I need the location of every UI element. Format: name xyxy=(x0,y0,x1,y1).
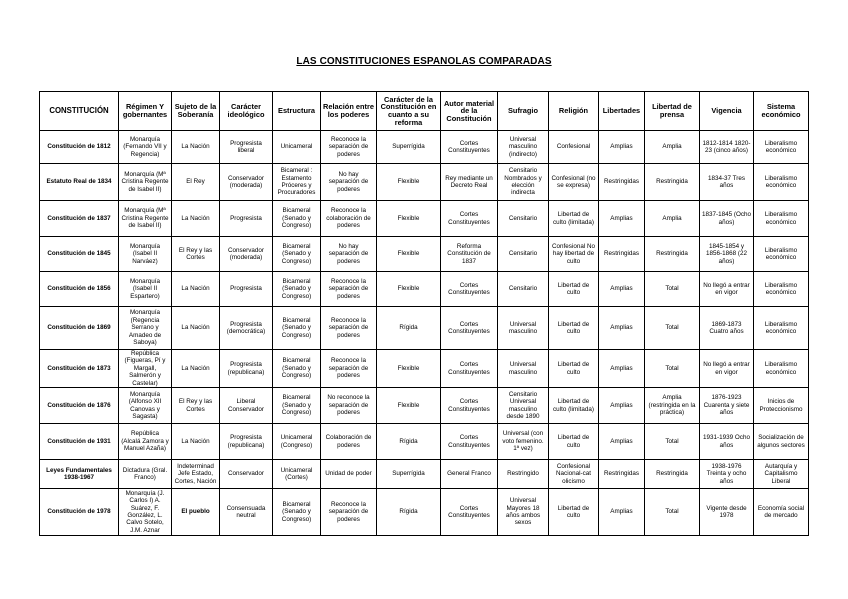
table-cell: Economía social de mercado xyxy=(754,489,809,536)
table-cell: Bicameral (Senado y Congreso) xyxy=(273,489,321,536)
table-cell: 1938-1976 Treinta y ocho años xyxy=(700,460,754,489)
constitution-name-cell: Constitución de 1876 xyxy=(40,388,119,424)
table-cell: Reconoce la separación de poderes xyxy=(321,489,377,536)
table-cell: Superrígida xyxy=(377,131,441,164)
table-cell: Cortes Constituyentes xyxy=(441,307,498,350)
table-cell: Inicios de Proteccionismo xyxy=(754,388,809,424)
column-header: Estructura xyxy=(273,92,321,131)
table-cell: Libertad de culto (limitada) xyxy=(549,388,599,424)
table-cell: Progresista xyxy=(220,201,273,237)
column-header: Carácter de la Constitución en cuanto a su reforma xyxy=(377,92,441,131)
table-cell: Cortes Constituyentes xyxy=(441,388,498,424)
column-header: Vigencia xyxy=(700,92,754,131)
header-row xyxy=(40,92,809,131)
column-header: Sistema económico xyxy=(754,92,809,131)
table-cell: Bicameral : Estamento Próceres y Procuradores xyxy=(273,164,321,201)
constitution-name-cell: Leyes Fundamentales 1938-1967 xyxy=(40,460,119,489)
table-cell: Flexible xyxy=(377,237,441,272)
table-row xyxy=(40,237,809,272)
table-cell: Liberalismo económico xyxy=(754,272,809,307)
table-cell: Bicameral (Senado y Congreso) xyxy=(273,350,321,388)
column-header: Libertades xyxy=(599,92,645,131)
table-cell: Universal masculino xyxy=(498,350,549,388)
table-row xyxy=(40,489,809,536)
table-cell: Monarquía (Mª Cristina Regente de Isabel II) xyxy=(119,201,172,237)
table-cell: Monarquía (Isabel II Narváez) xyxy=(119,237,172,272)
table-cell: Restringida xyxy=(645,460,700,489)
table-cell: Confesional No hay libertad de culto xyxy=(549,237,599,272)
table-cell: Restringido xyxy=(498,460,549,489)
table-cell: Monarquía (Regencia Serrano y Amadeo de Saboya) xyxy=(119,307,172,350)
table-cell: Conservador (moderada) xyxy=(220,237,273,272)
table-cell: Rey mediante un Decreto Real xyxy=(441,164,498,201)
table-cell: Restringida xyxy=(645,237,700,272)
table-cell: Progresista (republicana) xyxy=(220,424,273,460)
table-cell: Amplias xyxy=(599,131,645,164)
table-cell: Unicameral xyxy=(273,131,321,164)
table-cell: Liberalismo económico xyxy=(754,307,809,350)
table-cell: Total xyxy=(645,350,700,388)
table-cell: Cortes Constituyentes xyxy=(441,131,498,164)
table-cell: Libertad de culto xyxy=(549,489,599,536)
table-cell: Flexible xyxy=(377,350,441,388)
table-cell: Reconoce la colaboración de poderes xyxy=(321,201,377,237)
table-cell: 1869-1873 Cuatro años xyxy=(700,307,754,350)
table-cell: Conservador xyxy=(220,460,273,489)
table-cell: Bicameral (Senado y Congreso) xyxy=(273,237,321,272)
table-cell: Unicameral (Congreso) xyxy=(273,424,321,460)
table-cell: Cortes Constituyentes xyxy=(441,489,498,536)
table-cell: Amplias xyxy=(599,307,645,350)
table-cell: Libertad de culto xyxy=(549,350,599,388)
table-cell: La Nación xyxy=(172,307,220,350)
constitutions-table xyxy=(39,91,809,536)
table-cell: Liberalismo económico xyxy=(754,201,809,237)
table-cell: Amplias xyxy=(599,272,645,307)
table-cell: Confesional Nacional-cat olicismo xyxy=(549,460,599,489)
table-cell: Amplias xyxy=(599,350,645,388)
table-cell: Censitario xyxy=(498,272,549,307)
table-cell: Monarquía (Mª Cristina Regente de Isabel II) xyxy=(119,164,172,201)
table-cell: Censitario xyxy=(498,237,549,272)
table-cell: Bicameral (Senado y Congreso) xyxy=(273,272,321,307)
table-cell: Liberalismo económico xyxy=(754,131,809,164)
table-cell: Restringidas xyxy=(599,237,645,272)
table-cell: Progresista (republicana) xyxy=(220,350,273,388)
table-row xyxy=(40,307,809,350)
table-cell: República (Alcalá Zamora y Manuel Azaña) xyxy=(119,424,172,460)
table-cell: Reconoce la separación de poderes xyxy=(321,272,377,307)
table-cell: 1834-37 Tres años xyxy=(700,164,754,201)
table-cell: El Rey y las Cortes xyxy=(172,237,220,272)
table-cell: Liberalismo económico xyxy=(754,237,809,272)
column-header: Relación entre los poderes xyxy=(321,92,377,131)
table-row xyxy=(40,131,809,164)
table-cell: Unidad de poder xyxy=(321,460,377,489)
table-cell: Total xyxy=(645,272,700,307)
constitution-name-cell: Constitución de 1812 xyxy=(40,131,119,164)
table-cell: Rígida xyxy=(377,307,441,350)
table-cell: Consensuada neutral xyxy=(220,489,273,536)
table-cell: Progresista (democrática) xyxy=(220,307,273,350)
column-header: Sujeto de la Soberanía xyxy=(172,92,220,131)
table-cell: Bicameral (Senado y Congreso) xyxy=(273,201,321,237)
table-cell: No hay separación de poderes xyxy=(321,237,377,272)
table-cell: Bicameral (Senado y Congreso) xyxy=(273,307,321,350)
table-cell: Restringidas xyxy=(599,460,645,489)
table-cell: 1876-1923 Cuarenta y siete años xyxy=(700,388,754,424)
table-cell: Rígida xyxy=(377,424,441,460)
table-cell: Amplias xyxy=(599,424,645,460)
table-cell: Dictadura (Gral. Franco) xyxy=(119,460,172,489)
table-cell: Amplias xyxy=(599,201,645,237)
table-cell: Amplia xyxy=(645,131,700,164)
column-header: Autor material de la Constitución xyxy=(441,92,498,131)
constitution-name-cell: Constitución de 1869 xyxy=(40,307,119,350)
table-cell: República (Figueras, Pí y Margall, Salmerón y Castelar) xyxy=(119,350,172,388)
table-cell: Censitario Universal masculino desde 1890 xyxy=(498,388,549,424)
table-cell: Universal masculino (indirecto) xyxy=(498,131,549,164)
table-cell: Cortes Constituyentes xyxy=(441,424,498,460)
column-header: Libertad de prensa xyxy=(645,92,700,131)
table-cell: Libertad de culto xyxy=(549,424,599,460)
constitution-name-cell: Constitución de 1978 xyxy=(40,489,119,536)
table-cell: La Nación xyxy=(172,272,220,307)
constitution-name-cell: Constitución de 1873 xyxy=(40,350,119,388)
table-cell: Total xyxy=(645,307,700,350)
table-cell: Confesional xyxy=(549,131,599,164)
table-cell: El pueblo xyxy=(172,489,220,536)
table-cell: Cortes Constituyentes xyxy=(441,201,498,237)
table-cell: Confesional (no se expresa) xyxy=(549,164,599,201)
column-header: Carácter ideológico xyxy=(220,92,273,131)
table-cell: Reconoce la separación de poderes xyxy=(321,350,377,388)
column-header: CONSTITUCIÓN xyxy=(40,92,119,131)
table-cell: La Nación xyxy=(172,350,220,388)
table-cell: Bicameral (Senado y Congreso) xyxy=(273,388,321,424)
table-cell: Socialización de algunos sectores xyxy=(754,424,809,460)
constitution-name-cell: Constitución de 1931 xyxy=(40,424,119,460)
table-cell: Vigente desde 1978 xyxy=(700,489,754,536)
table-cell: 1837-1845 (Ocho años) xyxy=(700,201,754,237)
constitution-name-cell: Constitución de 1837 xyxy=(40,201,119,237)
table-cell: La Nación xyxy=(172,424,220,460)
column-header: Régimen Y gobernantes xyxy=(119,92,172,131)
table-row xyxy=(40,424,809,460)
table-cell: Rígida xyxy=(377,489,441,536)
table-cell: La Nación xyxy=(172,131,220,164)
table-cell: Monarquía (Fernando VII y Regencia) xyxy=(119,131,172,164)
table-cell: 1931-1939 Ocho años xyxy=(700,424,754,460)
table-cell: Cortes Constituyentes xyxy=(441,350,498,388)
table-row xyxy=(40,350,809,388)
table-cell: Amplias xyxy=(599,489,645,536)
table-cell: Libertad de culto xyxy=(549,307,599,350)
table-cell: Monarquía (Alfonso XII Canovas y Sagasta) xyxy=(119,388,172,424)
table-cell: El Rey xyxy=(172,164,220,201)
column-header: Religión xyxy=(549,92,599,131)
table-cell: Total xyxy=(645,489,700,536)
table-cell: Amplia xyxy=(645,201,700,237)
table-cell: Monarquía (Isabel II Espartero) xyxy=(119,272,172,307)
table-row xyxy=(40,164,809,201)
table-cell: Cortes Constituyentes xyxy=(441,272,498,307)
table-cell: Progresista liberal xyxy=(220,131,273,164)
table-cell: Amplia (restringida en la práctica) xyxy=(645,388,700,424)
table-cell: General Franco xyxy=(441,460,498,489)
table-cell: Flexible xyxy=(377,201,441,237)
table-cell: Restringida xyxy=(645,164,700,201)
table-row xyxy=(40,460,809,489)
table-cell: Colaboración de poderes xyxy=(321,424,377,460)
table-cell: El Rey y las Cortes xyxy=(172,388,220,424)
table-cell: Reconoce la separación de poderes xyxy=(321,307,377,350)
table-cell: Conservador (moderada) xyxy=(220,164,273,201)
table-cell: Restringidas xyxy=(599,164,645,201)
table-cell: Liberalismo económico xyxy=(754,350,809,388)
table-cell: No hay separación de poderes xyxy=(321,164,377,201)
table-cell: Liberal Conservador xyxy=(220,388,273,424)
table-cell: Universal (con voto femenino. 1ª vez) xyxy=(498,424,549,460)
table-cell: Universal Mayores 18 años ambos sexos xyxy=(498,489,549,536)
table-cell: 1845-1854 y 1856-1868 (22 años) xyxy=(700,237,754,272)
table-cell: 1812-1814 1820-23 (cinco años) xyxy=(700,131,754,164)
column-header: Sufragio xyxy=(498,92,549,131)
table-cell: Censitario Nombrados y elección indirecta xyxy=(498,164,549,201)
table-cell: No llegó a entrar en vigor xyxy=(700,350,754,388)
table-cell: Autarquía y Capitalismo Liberal xyxy=(754,460,809,489)
table-cell: Unicameral (Cortes) xyxy=(273,460,321,489)
table-cell: Indeterminad Jefe Estado, Cortes, Nación xyxy=(172,460,220,489)
table-body xyxy=(40,92,809,536)
table-cell: Progresista xyxy=(220,272,273,307)
table-cell: Libertad de culto (limitada) xyxy=(549,201,599,237)
table-cell: Liberalismo económico xyxy=(754,164,809,201)
table-cell: Flexible xyxy=(377,272,441,307)
constitution-name-cell: Constitución de 1856 xyxy=(40,272,119,307)
table-cell: No reconoce la separación de poderes xyxy=(321,388,377,424)
page-title: LAS CONSTITUCIONES ESPANOLAS COMPARADAS xyxy=(296,56,552,67)
constitution-name-cell: Estatuto Real de 1834 xyxy=(40,164,119,201)
table-cell: Total xyxy=(645,424,700,460)
constitution-name-cell: Constitución de 1845 xyxy=(40,237,119,272)
table-cell: La Nación xyxy=(172,201,220,237)
table-cell: Reforma Constitución de 1837 xyxy=(441,237,498,272)
table-row xyxy=(40,201,809,237)
table-cell: Reconoce la separación de poderes xyxy=(321,131,377,164)
table-cell: No llegó a entrar en vigor xyxy=(700,272,754,307)
table-cell: Superrígida xyxy=(377,460,441,489)
table-cell: Universal masculino xyxy=(498,307,549,350)
table-row xyxy=(40,388,809,424)
table-cell: Censitario xyxy=(498,201,549,237)
table-cell: Flexible xyxy=(377,164,441,201)
table-cell: Monarquía (J. Carlos I) A. Suárez, F. González, L. Calvo Sotelo, J.M. Aznar xyxy=(119,489,172,536)
table-cell: Libertad de culto xyxy=(549,272,599,307)
table-cell: Amplias xyxy=(599,388,645,424)
table-row xyxy=(40,272,809,307)
table-cell: Flexible xyxy=(377,388,441,424)
